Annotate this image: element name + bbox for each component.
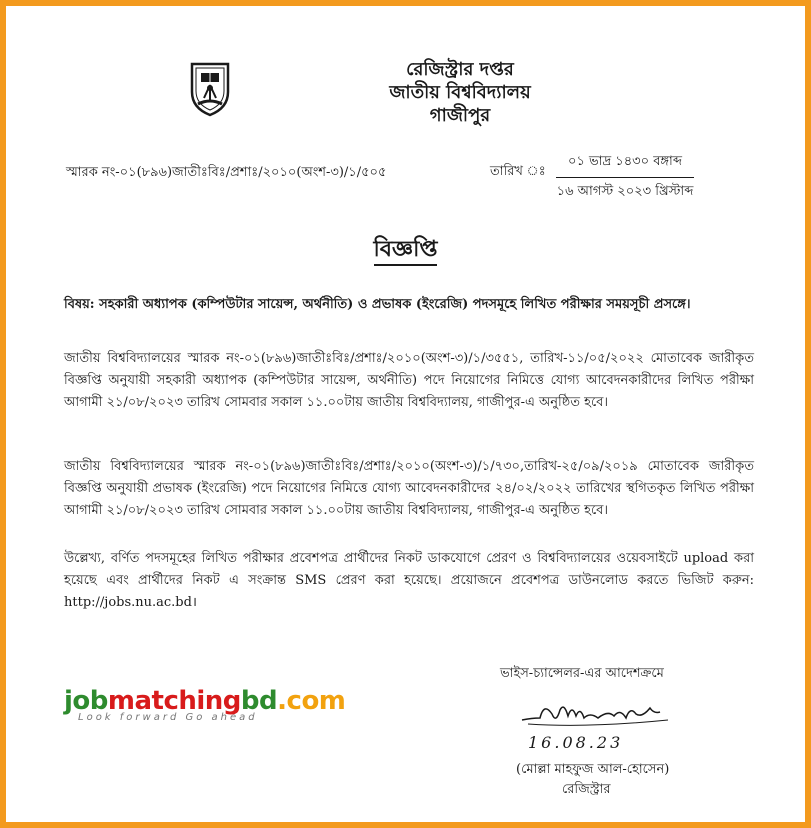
- date-block: [556, 152, 694, 203]
- header-university: জাতীয় বিশ্ববিদ্যালয়: [389, 82, 531, 103]
- paragraph-3: উল্লেখ্য, বর্ণিত পদসমূহের লিখিত পরীক্ষার প্রবেশপত্র প্রার্থীদের নিকট ডাকযোগে প্রেরণ ও বিশ্ববিদ্যালয়ের ওয়েবসাইটে upload করা হয়েছে এবং প্রার্থীদের নিকট এ সংক্রান্ত SMS প্রেরণ করা হয়েছে। প্রয়োজনে প্রবেশপত্র ডাউনলোড করতে ভিজিট করুন: http://jobs.nu.ac.bd।: [64, 551, 754, 610]
- paragraph-2: জাতীয় বিশ্ববিদ্যালয়ের স্মারক নং-০১(৮৯৬)জাতীঃবিঃ/প্রশাঃ/২০১০(অংশ-৩)/১/৭৩০,তারিখ-২৫/০৯/২০১৯ মোতাবেক জারীকৃত বিজ্ঞপ্তি অনুযায়ী প্রভাষক (ইংরেজি) পদে নিয়োগের নিমিত্তে যোগ্য আবেদনকারীদের ২৪/০২/২০২২ তারিখের স্থগিতকৃত লিখিত পরীক্ষা আগামী ২১/০৮/২০২৩ তারিখ সোমবার সকাল ১১.০০টায় জাতীয় বিশ্ববিদ্যালয়, গাজীপুর-এ অনুষ্ঠিত হবে।: [64, 459, 754, 518]
- watermark-tagline: Look forward Go ahead: [78, 712, 258, 723]
- paragraph-1: জাতীয় বিশ্ববিদ্যালয়ের স্মারক নং-০১(৮৯৬)জাতীঃবিঃ/প্রশাঃ/২০১০(অংশ-৩)/১/৩৫৫১, তারিখ-১১/০৫/২০২২ মোতাবেক জারীকৃত বিজ্ঞপ্তি অনুযায়ী সহকারী অধ্যাপক (কম্পিউটার সায়েন্স, অর্থনীতি) পদে নিয়োগের নিমিত্তে যোগ্য আবেদনকারীদের লিখিত পরীক্ষা আগামী ২১/০৮/২০২৩ তারিখ সোমবার সকাল ১১.০০টায় জাতীয় বিশ্ববিদ্যালয়, গাজীপুর-এ অনুষ্ঠিত হবে।: [64, 351, 754, 410]
- signature-date: 16.08.23: [528, 733, 624, 752]
- watermark-logo: [64, 686, 345, 723]
- handwritten-signature: [518, 698, 698, 758]
- date-label: তারিখ ঃ: [490, 164, 546, 179]
- signatory-name: (মোল্লা মাহফুজ আল-হোসেন): [516, 762, 670, 777]
- notice-title: [0, 232, 811, 269]
- header-office: রেজিস্ট্রার দপ্তর: [406, 59, 514, 80]
- date-bangla: ০১ ভাদ্র ১৪৩০ বঙ্গাব্দ: [556, 152, 694, 178]
- notice-title-text: বিজ্ঞপ্তি: [374, 236, 438, 266]
- signatory-designation: রেজিস্ট্রার: [562, 782, 611, 797]
- notice-subject: বিষয়: সহকারী অধ্যাপক (কম্পিউটার সায়েন্স, অর্থনীতি) ও প্রভাষক (ইংরেজি) পদসমূহে লিখিত পরীক্ষার সময়সূচী প্রসঙ্গে।: [64, 297, 691, 312]
- watermark-name: jobmatchingbd.com: [64, 686, 346, 716]
- header-location: গাজীপুর: [429, 105, 491, 126]
- university-seal-icon: [186, 58, 234, 118]
- office-header: [300, 58, 620, 127]
- date-english: ১৬ আগস্ট ২০২৩ খ্রিস্টাব্দ: [556, 184, 694, 199]
- order-line: ভাইস-চ্যান্সেলর-এর আদেশক্রমে: [500, 666, 664, 681]
- memo-number: স্মারক নং-০১(৮৯৬)জাতীঃবিঃ/প্রশাঃ/২০১০(অংশ-৩)/১/৫০৫: [66, 165, 387, 180]
